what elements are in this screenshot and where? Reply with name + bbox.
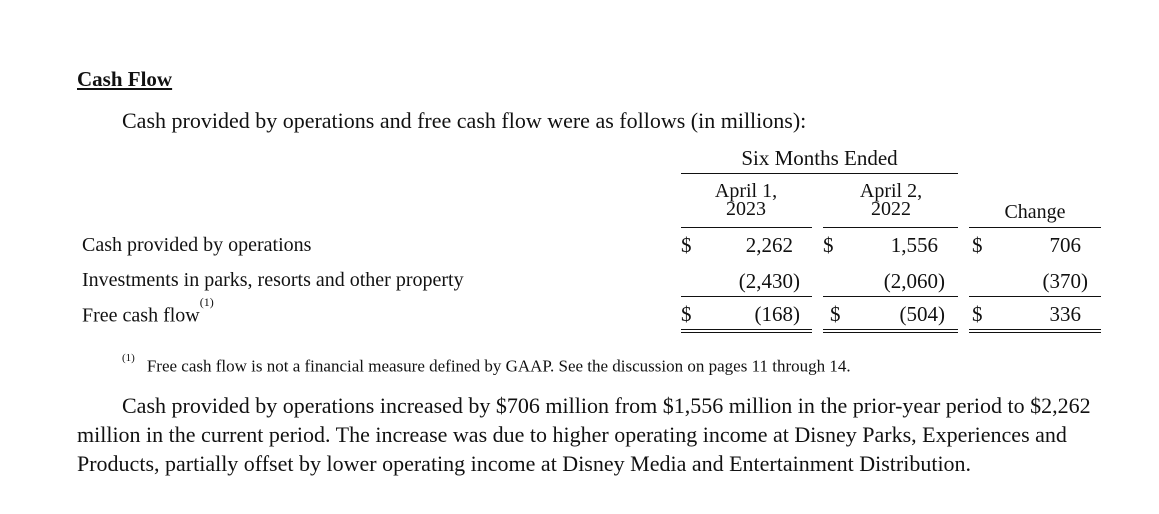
- total-double-line-3b: [969, 332, 1101, 333]
- section-heading: Cash Flow: [77, 67, 173, 91]
- col-header-change: Change: [1004, 201, 1066, 223]
- total-double-line-3a: [969, 329, 1101, 330]
- footnote-marker: (1): [122, 352, 135, 364]
- value-2022: 1,556: [890, 233, 938, 257]
- col-header-2022: April 2, 2022: [859, 180, 923, 220]
- header-underline-1: [681, 227, 812, 228]
- dollar-sign: $: [830, 302, 841, 326]
- footnote: $^{(1)}$ Free cash flow is not a financial measure defined by GAAP. See the discussion on pages 11 through 14.: [122, 352, 851, 376]
- footnote-marker: (1): [199, 295, 214, 309]
- total-double-line-2a: [823, 329, 958, 330]
- total-double-line-1a: [681, 329, 812, 330]
- total-double-line-1b: [681, 332, 812, 333]
- dollar-sign: $: [972, 302, 983, 326]
- value-change: 336: [1049, 302, 1081, 326]
- row-label: Cash provided by operations: [82, 234, 312, 256]
- value-change: 706: [1049, 233, 1081, 257]
- dollar-sign: $: [972, 233, 983, 257]
- row-label: Free cash flow$^{(1)}$: [82, 295, 214, 327]
- intro-text: Cash provided by operations and free cash flow were as follows (in millions):: [122, 108, 807, 133]
- dollar-sign: $: [823, 233, 834, 257]
- value-change: (370): [1042, 269, 1088, 293]
- subtotal-line-1: [681, 296, 812, 297]
- value-2023: 2,262: [745, 233, 793, 257]
- body-paragraph: Cash provided by operations increased by $706 million from $1,556 million in the prior-year period to $2,262 million in the current period. The increase was due to higher operating income at Disney Parks, Experiences and Products, partially offset by lower operating income at Disney Media and Entertainment Distribution.: [77, 393, 1091, 476]
- value-2022: (2,060): [883, 269, 945, 293]
- col-header-2023: April 1, 2023: [714, 180, 778, 220]
- dollar-sign: $: [681, 233, 692, 257]
- subtotal-line-2: [823, 296, 958, 297]
- subtotal-line-3: [969, 296, 1101, 297]
- header-underline-3: [969, 227, 1101, 228]
- dollar-sign: $: [681, 302, 692, 326]
- value-2023: (168): [754, 302, 800, 326]
- value-2022: (504): [899, 302, 945, 326]
- value-2023: (2,430): [738, 269, 800, 293]
- row-label: Investments in parks, resorts and other property: [82, 269, 464, 291]
- header-underline-2: [823, 227, 958, 228]
- total-double-line-2b: [823, 332, 958, 333]
- group-underline: [681, 173, 958, 174]
- group-header: Six Months Ended: [741, 146, 898, 170]
